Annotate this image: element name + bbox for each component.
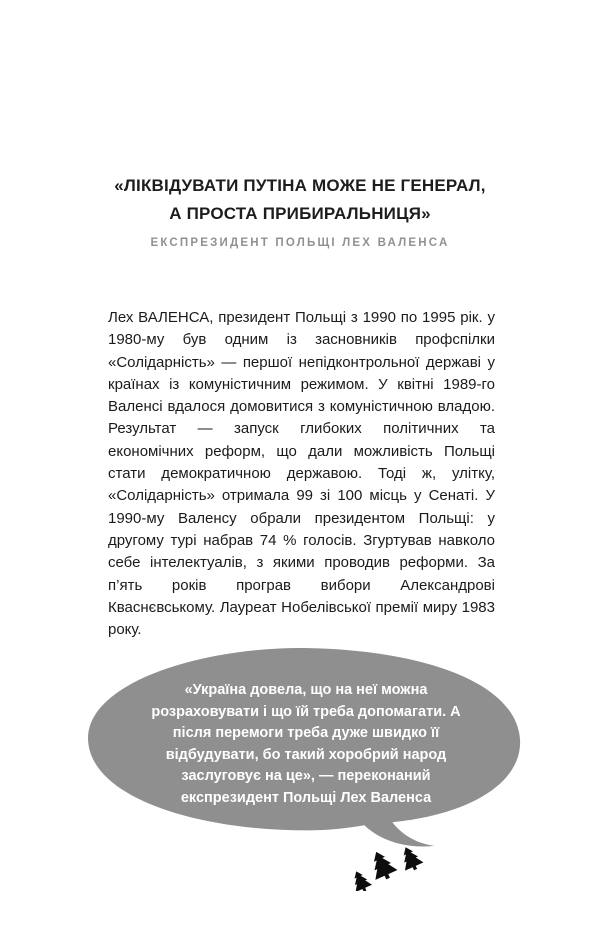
bio-paragraph: Лех ВАЛЕНСА, президент Польщі з 1990 по 1995 рік. у 1980-му був одним із засновників профспілки «Солідарність» — першої непідконтрольної державі у країнах із комуністичним режимом. У квітні 1989-го Валенсі вдалося домовитися з комуністичною владою. Результат — запуск глибоких політичних та економічних реформ, що дали можливість Польщі стати демократичною державою. Тоді ж, улітку, «Солідарність» отримала 99 зі 100 місць у Сенаті. У 1990-му Валенсу обрали президентом Польщі: у другому турі набрав 74 % голосів. Згуртував навколо себе інтелектуалів, з якими проводив реформи. За п’ять років програв вибори Александрові Кваснєвському. Лауреат Нобелівської премії миру 1983 року.: [108, 309, 495, 639]
speech-bubble: [83, 644, 525, 850]
chapter-title-line2: А ПРОСТА ПРИБИРАЛЬНИЦЯ»: [169, 204, 431, 224]
pull-quote: «Україна довела, що на неї можна розраховувати і що їй треба допомагати. А після перемоги треба дуже швидко її відбудувати, бо такий хоробрий народ заслуговує на це», — переконаний експрезидент Польщі Лех Валенса: [151, 682, 461, 806]
chapter-subtitle: ЕКСПРЕЗИДЕНТ ПОЛЬЩІ ЛЕХ ВАЛЕНСА: [150, 237, 450, 249]
fir-trees-icon: [346, 839, 442, 891]
chapter-title-line1: «ЛІКВІДУВАТИ ПУТІНА МОЖЕ НЕ ГЕНЕРАЛ,: [114, 176, 486, 196]
chapter-title: [45, 172, 555, 228]
